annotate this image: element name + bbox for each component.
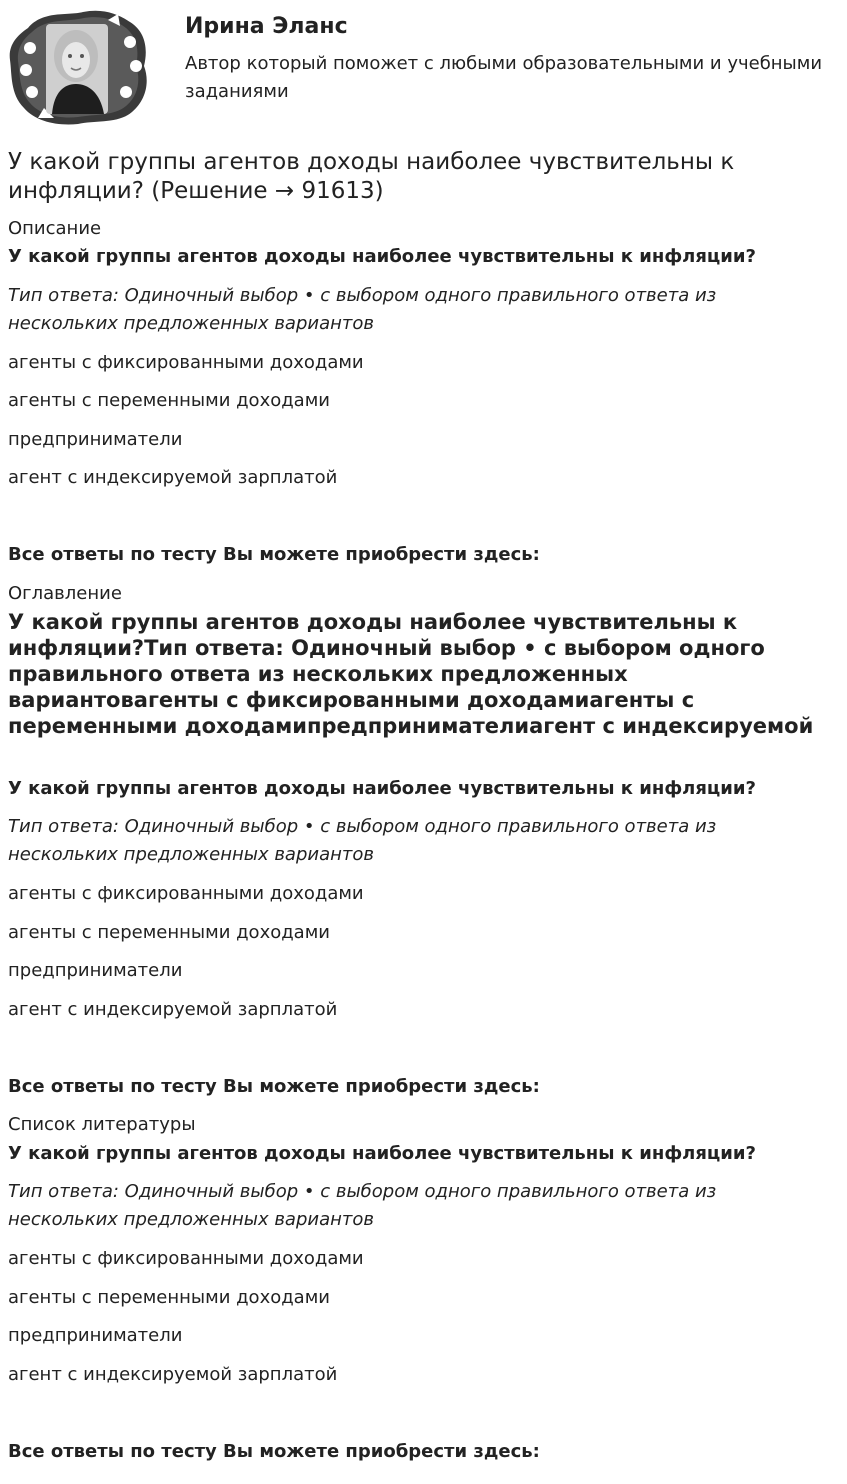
literature-buy-link[interactable]: Все ответы по тесту Вы можете приобрести здесь:	[8, 1441, 540, 1462]
description-question: У какой группы агентов доходы наиболее чувствительны к инфляции?	[8, 246, 756, 267]
toc-option-1: агенты с фиксированными доходами	[8, 883, 364, 904]
description-option-3: предприниматели	[8, 429, 183, 450]
author-card	[0, 0, 847, 130]
literature-option-3: предприниматели	[8, 1325, 183, 1346]
description-option-1: агенты с фиксированными доходами	[8, 352, 364, 373]
toc-buy-link[interactable]: Все ответы по тесту Вы можете приобрести здесь:	[8, 1076, 540, 1097]
author-description: Автор который поможет с любыми образовательными и учебными заданиями	[185, 53, 823, 102]
toc-option-4: агент с индексируемой зарплатой	[8, 999, 338, 1020]
description-option-4: агент с индексируемой зарплатой	[8, 467, 338, 488]
author-avatar	[8, 8, 150, 126]
literature-label: Список литературы	[8, 1114, 196, 1135]
literature-option-2: агенты с переменными доходами	[8, 1287, 330, 1308]
page-title: У какой группы агентов доходы наиболее чувствительны к инфляции? (Решение → 91613)	[8, 149, 735, 204]
description-answer-type: Тип ответа: Одиночный выбор • с выбором одного правильного ответа из нескольких предложенных вариантов	[8, 285, 717, 334]
author-name: Ирина Эланс	[185, 14, 348, 39]
description-option-2: агенты с переменными доходами	[8, 390, 330, 411]
literature-option-4: агент с индексируемой зарплатой	[8, 1364, 338, 1385]
toc-answer-type: Тип ответа: Одиночный выбор • с выбором одного правильного ответа из нескольких предложенных вариантов	[8, 816, 717, 865]
toc-option-2: агенты с переменными доходами	[8, 922, 330, 943]
literature-answer-type: Тип ответа: Одиночный выбор • с выбором одного правильного ответа из нескольких предложенных вариантов	[8, 1181, 717, 1230]
toc-label: Оглавление	[8, 583, 122, 604]
description-buy-link[interactable]: Все ответы по тесту Вы можете приобрести здесь:	[8, 544, 540, 565]
literature-option-1: агенты с фиксированными доходами	[8, 1248, 364, 1269]
toc-heading: У какой группы агентов доходы наиболее чувствительны к инфляции?Тип ответа: Одиночный выбор • с выбором одного правильного ответа из нескольких предложенных вариантовагенты с фиксированными доходамиагенты с переменными доходамипредпринимателиагент с индексируемой	[8, 610, 814, 738]
description-label: Описание	[8, 218, 102, 239]
toc-option-3: предприниматели	[8, 960, 183, 981]
toc-question: У какой группы агентов доходы наиболее чувствительны к инфляции?	[8, 778, 756, 799]
literature-question: У какой группы агентов доходы наиболее чувствительны к инфляции?	[8, 1143, 756, 1164]
